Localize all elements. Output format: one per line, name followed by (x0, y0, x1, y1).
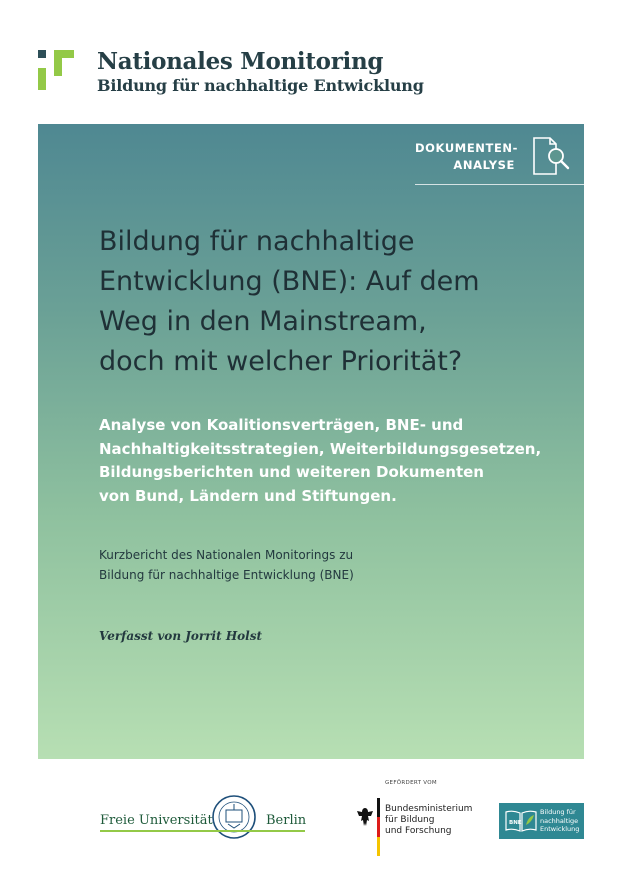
document-type-line: ANALYSE (453, 158, 515, 172)
report-description-line: Bildung für nachhaltige Entwicklung (BNE) (99, 568, 354, 582)
cover-subtitle-line: Bildungsberichten und weiteren Dokumenten (99, 463, 484, 481)
cover-subtitle-line: von Bund, Ländern und Stiftungen. (99, 486, 397, 505)
brand-logo-mark (38, 50, 74, 90)
fu-berlin-name: Freie Universität (100, 813, 213, 828)
bne-logo-line: Entwicklung (540, 825, 580, 833)
brand-title: Nationales Monitoring (97, 48, 384, 75)
cover-subtitle (99, 414, 579, 508)
bmbf-logo (355, 780, 485, 860)
bmbf-name-line: für Bildung (385, 815, 435, 825)
bne-logo-line: nachhaltige (540, 816, 579, 825)
fu-berlin-underline (100, 830, 305, 832)
bne-logo (499, 803, 584, 839)
report-description (99, 545, 559, 585)
document-type-label (415, 140, 518, 174)
german-flag-bar (377, 798, 380, 856)
bne-book-label: BNE (509, 820, 522, 826)
bmbf-name-line: und Forschung (385, 826, 452, 836)
book-icon (504, 809, 538, 833)
cover-title-line: Weg in den Mainstream, (99, 306, 427, 337)
bne-logo-text (540, 808, 579, 834)
fu-berlin-logo (100, 790, 305, 840)
federal-eagle-icon (355, 806, 375, 828)
cover-subtitle-line: Analyse von Koalitionsverträgen, BNE- und (99, 416, 464, 434)
cover-title (99, 222, 579, 382)
document-type-divider (415, 184, 584, 185)
cover-title-line: Bildung für nachhaltige (99, 226, 415, 257)
document-search-icon (528, 134, 572, 178)
fu-berlin-city: Berlin (266, 813, 307, 828)
document-type-line: DOKUMENTEN- (415, 141, 518, 155)
cover-subtitle-line: Nachhaltigkeitsstrategien, Weiterbildungsgesetzen, (99, 439, 542, 458)
brand-subtitle: Bildung für nachhaltige Entwicklung (97, 76, 424, 95)
cover-title-line: Entwicklung (BNE): Auf dem (99, 266, 480, 297)
report-description-line: Kurzbericht des Nationalen Monitorings zu (99, 548, 354, 562)
bmbf-name-line: Bundesministerium (385, 804, 473, 814)
cover-title-line: doch mit welcher Priorität? (99, 346, 463, 377)
university-seal-icon (208, 794, 260, 840)
bmbf-name (385, 804, 472, 837)
bne-logo-line: Bildung für (540, 808, 576, 816)
funded-by-label: GEFÖRDERT VOM (385, 780, 437, 786)
author-credit: Verfasst von Jorrit Holst (99, 629, 263, 643)
cover-panel (38, 124, 584, 759)
